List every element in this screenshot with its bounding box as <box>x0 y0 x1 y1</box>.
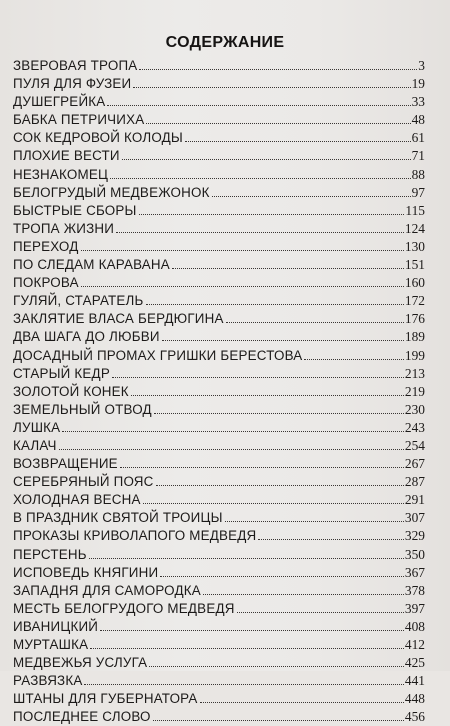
dot-leader <box>112 377 404 378</box>
toc-entry-title: ДОСАДНЫЙ ПРОМАХ ГРИШКИ БЕРЕСТОВА <box>13 347 303 363</box>
toc-entry-title: ИСПОВЕДЬ КНЯГИНИ <box>13 564 159 580</box>
toc-entry <box>13 582 425 600</box>
toc-entry-page-number: 124 <box>404 220 425 236</box>
dot-leader <box>120 467 404 468</box>
toc-entry-page-number: 397 <box>404 600 425 616</box>
toc-entry-title: КАЛАЧ <box>13 437 57 453</box>
dot-leader <box>185 141 411 142</box>
toc-entry-page-number: 71 <box>411 148 425 164</box>
dot-leader <box>133 87 410 88</box>
toc-entry-title: СТАРЫЙ КЕДР <box>13 365 110 381</box>
toc-entry <box>13 509 425 527</box>
table-of-contents <box>13 57 425 726</box>
toc-entry-title: РАЗВЯЗКА <box>13 673 83 689</box>
toc-entry-page-number: 267 <box>404 456 425 472</box>
dot-leader <box>81 286 404 287</box>
toc-entry-title: ВОЗВРАЩЕНИЕ <box>13 456 118 472</box>
dot-leader <box>81 250 404 251</box>
toc-entry-page-number: 219 <box>404 383 425 399</box>
dot-leader <box>225 521 404 522</box>
toc-entry-page-number: 291 <box>404 492 425 508</box>
toc-entry <box>13 383 425 401</box>
toc-entry-title: ЗОЛОТОЙ КОНЕК <box>13 383 129 399</box>
toc-entry-page-number: 33 <box>411 94 425 110</box>
toc-entry-title: ЗАКЛЯТИЕ ВЛАСА БЕРДЮГИНА <box>13 311 224 327</box>
toc-entry-title: МЕСТЬ БЕЛОГРУДОГО МЕДВЕДЯ <box>13 600 235 616</box>
dot-leader <box>122 159 411 160</box>
dot-leader <box>62 431 404 432</box>
dot-leader <box>160 576 404 577</box>
toc-entry-title: ПРОКАЗЫ КРИВОЛАПОГО МЕДВЕДЯ <box>13 528 257 544</box>
dot-leader <box>89 558 404 559</box>
dot-leader <box>203 594 404 595</box>
dot-leader <box>107 105 410 106</box>
toc-entry <box>13 437 425 455</box>
toc-entry-page-number: 48 <box>411 112 425 128</box>
dot-leader <box>156 485 404 486</box>
toc-entry <box>13 202 425 220</box>
toc-entry <box>13 708 425 726</box>
dot-leader <box>149 666 404 667</box>
toc-entry <box>13 672 425 690</box>
toc-entry-title: МУРТАШКА <box>13 637 89 652</box>
toc-entry <box>13 256 425 274</box>
toc-entry-page-number: 425 <box>404 655 425 671</box>
toc-entry-title: ДВА ШАГА ДО ЛЮБВИ <box>13 329 160 345</box>
toc-entry <box>13 166 425 184</box>
dot-leader <box>226 322 404 323</box>
toc-entry <box>13 75 425 93</box>
toc-entry <box>13 419 425 437</box>
dot-leader <box>116 232 404 233</box>
toc-entry <box>13 129 425 147</box>
dot-leader <box>162 340 404 341</box>
toc-entry-title: ЗАПАДНЯ ДЛЯ САМОРОДКА <box>13 582 201 598</box>
dot-leader <box>258 539 403 540</box>
toc-entry-page-number: 176 <box>404 311 425 327</box>
toc-entry-title: МЕДВЕЖЬЯ УСЛУГА <box>13 655 148 671</box>
toc-entry-title: ГУЛЯЙ, СТАРАТЕЛЬ <box>13 293 144 309</box>
toc-entry-title: СОК КЕДРОВОЙ КОЛОДЫ <box>13 130 183 146</box>
toc-entry-title: СЕРЕБРЯНЫЙ ПОЯС <box>13 474 154 490</box>
toc-entry-page-number: 254 <box>404 437 425 453</box>
toc-entry <box>13 546 425 564</box>
toc-entry-title: ЛУШКА <box>13 419 61 435</box>
toc-entry-page-number: 307 <box>404 510 425 526</box>
toc-entry-page-number: 441 <box>404 673 425 689</box>
toc-entry-page-number: 456 <box>404 709 425 725</box>
dot-leader <box>172 268 404 269</box>
toc-entry <box>13 111 425 129</box>
dot-leader <box>84 684 403 685</box>
toc-entry <box>13 491 425 509</box>
dot-leader <box>59 449 404 450</box>
toc-entry <box>13 274 425 292</box>
toc-entry <box>13 57 425 75</box>
toc-entry <box>13 365 425 383</box>
dot-leader <box>146 304 404 305</box>
toc-entry-title: ПУЛЯ ДЛЯ ФУЗЕИ <box>13 76 132 92</box>
toc-entry-page-number: 115 <box>405 202 425 218</box>
toc-entry-page-number: 287 <box>404 474 425 490</box>
toc-entry-page-number: 97 <box>411 184 425 200</box>
toc-entry-title: БАБКА ПЕТРИЧИХА <box>13 112 145 128</box>
toc-entry-title: ЗВЕРОВАЯ ТРОПА <box>13 58 138 73</box>
toc-entry-title: БЫСТРЫЕ СБОРЫ <box>13 202 137 218</box>
toc-entry-page-number: 172 <box>404 293 425 309</box>
toc-entry <box>13 184 425 202</box>
toc-entry-title: БЕЛОГРУДЫЙ МЕДВЕЖОНОК <box>13 184 210 200</box>
dot-leader <box>139 214 405 215</box>
toc-entry-title: ПОКРОВА <box>13 275 79 291</box>
toc-entry-page-number: 19 <box>411 76 425 92</box>
toc-entry-page-number: 88 <box>411 166 425 182</box>
toc-entry-title: ПЛОХИЕ ВЕСТИ <box>13 148 120 164</box>
toc-entry <box>13 473 425 491</box>
dot-leader <box>131 395 404 396</box>
toc-entry-page-number: 61 <box>411 130 425 146</box>
toc-entry-title: ТРОПА ЖИЗНИ <box>13 220 115 236</box>
dot-leader <box>153 720 404 721</box>
toc-entry-title: ПО СЛЕДАМ КАРАВАНА <box>13 257 170 273</box>
toc-entry <box>13 93 425 111</box>
toc-entry-page-number: 412 <box>404 637 425 652</box>
toc-entry-page-number: 408 <box>404 618 425 634</box>
toc-entry-page-number: 243 <box>404 419 425 435</box>
dot-leader <box>212 196 411 197</box>
toc-entry-title: ПЕРСТЕНЬ <box>13 546 87 562</box>
toc-entry-title: ШТАНЫ ДЛЯ ГУБЕРНАТОРА <box>13 691 198 707</box>
toc-entry <box>13 147 425 165</box>
toc-entry-title: ПЕРЕХОД <box>13 238 79 254</box>
toc-entry <box>13 527 425 545</box>
toc-entry <box>13 690 425 708</box>
toc-entry-page-number: 151 <box>404 257 425 273</box>
toc-entry-page-number: 230 <box>404 401 425 417</box>
toc-entry-page-number: 448 <box>404 691 425 707</box>
toc-entry-page-number: 189 <box>404 329 425 345</box>
toc-entry <box>13 654 425 672</box>
toc-entry-title: ДУШЕГРЕЙКА <box>13 94 106 110</box>
toc-entry-title: ИВАНИЦКИЙ <box>13 618 99 634</box>
dot-leader <box>237 612 404 613</box>
toc-entry <box>13 328 425 346</box>
toc-entry-title: В ПРАЗДНИК СВЯТОЙ ТРОИЦЫ <box>13 510 223 526</box>
toc-entry-page-number: 130 <box>404 238 425 254</box>
toc-entry <box>13 600 425 618</box>
toc-entry <box>13 636 425 654</box>
dot-leader <box>143 503 404 504</box>
toc-entry <box>13 310 425 328</box>
toc-entry-page-number: 160 <box>404 275 425 291</box>
toc-entry <box>13 292 425 310</box>
toc-entry <box>13 220 425 238</box>
toc-entry-page-number: 3 <box>418 58 425 73</box>
toc-entry-page-number: 199 <box>404 347 425 363</box>
toc-entry <box>13 455 425 473</box>
dot-leader <box>110 178 411 179</box>
toc-entry <box>13 347 425 365</box>
dot-leader <box>90 648 404 649</box>
toc-entry <box>13 564 425 582</box>
toc-entry <box>13 238 425 256</box>
toc-entry-page-number: 329 <box>404 528 425 544</box>
toc-entry <box>13 618 425 636</box>
toc-entry-page-number: 378 <box>404 582 425 598</box>
toc-entry <box>13 401 425 419</box>
toc-entry-title: ЗЕМЕЛЬНЫЙ ОТВОД <box>13 401 152 417</box>
toc-entry-title: НЕЗНАКОМЕЦ <box>13 166 109 182</box>
contents-heading: СОДЕРЖАНИЕ <box>165 34 285 51</box>
dot-leader <box>139 69 417 70</box>
dot-leader <box>146 123 410 124</box>
toc-entry-title: ХОЛОДНАЯ ВЕСНА <box>13 492 141 508</box>
toc-entry-page-number: 367 <box>404 564 425 580</box>
dot-leader <box>154 413 404 414</box>
dot-leader <box>200 702 404 703</box>
toc-entry-title: ПОСЛЕДНЕЕ СЛОВО <box>13 709 151 725</box>
toc-entry-page-number: 213 <box>404 365 425 381</box>
dot-leader <box>100 630 404 631</box>
toc-entry-page-number: 350 <box>404 546 425 562</box>
dot-leader <box>304 359 403 360</box>
